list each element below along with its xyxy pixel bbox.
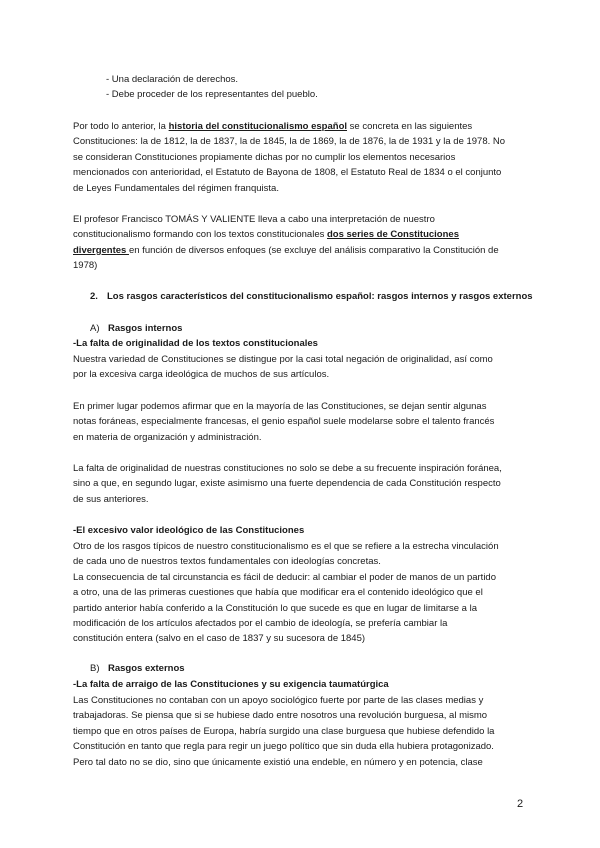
subsection-title: Rasgos externos [108, 663, 185, 674]
page-number: 2 [517, 798, 524, 810]
text-line: Nuestra variedad de Constituciones se distingue por la casi total negación de originalidad, así como [73, 354, 493, 365]
text-line: Otro de los rasgos típicos de nuestro constitucionalismo es el que se refiere a la estrecha vinculación [73, 541, 499, 552]
heading-ideologico: -El excesivo valor ideológico de las Constituciones [73, 525, 305, 536]
subsection-title: Rasgos internos [108, 323, 183, 334]
text-line: Las Constituciones no contaban con un apoyo sociológico fuerte por parte de las clases medias y [73, 695, 484, 706]
bullet-item: - Debe proceder de los representantes del pueblo. [106, 89, 318, 100]
text-line: 1978) [73, 260, 98, 272]
text-line: constitucionalismo formando con los textos constitucionales dos series de Constituciones [73, 229, 459, 241]
text-line: sino a que, en segundo lugar, existe asimismo una fuerte dependencia de cada Constitución respecto [73, 478, 501, 490]
paragraph-falta-originalidad [73, 461, 533, 507]
subsection-heading-a [90, 323, 182, 334]
text-line: La falta de originalidad de nuestras constituciones no solo se debe a su frecuente inspiración foránea, [73, 463, 502, 474]
bullet-list [106, 72, 318, 102]
text-line: de sus anteriores. [73, 493, 149, 505]
paragraph-ideologico [73, 539, 533, 647]
paragraph-primer-lugar [73, 399, 533, 445]
text-line: En primer lugar podemos afirmar que en la mayoría de las Constituciones, se dejan sentir algunas [73, 401, 487, 412]
section-title: Los rasgos característicos del constitucionalismo español: rasgos internos y rasgos externos [107, 291, 533, 302]
bullet-item: - Una declaración de derechos. [106, 74, 239, 85]
text-line: de cada uno de nuestros textos fundamentales con ideologías concretas. [73, 556, 381, 568]
text-line: a otro, una de las primeras cuestiones que había que modificar era el contenido ideológico que el [73, 587, 483, 599]
text-line: Constitución en tanto que regla para regir un juego político que sin duda ella hubiera protagonizado. [73, 741, 494, 753]
text-line: en materia de organización y administración. [73, 431, 262, 443]
text-line: Por todo lo anterior, la historia del constitucionalismo español se concreta en las siguientes [73, 121, 473, 132]
text-line: constitución entera (salvo en el caso de 1837 y su sucesora de 1845) [73, 633, 366, 645]
underlined-term: historia del constitucionalismo español [168, 121, 348, 132]
subsection-heading-b [90, 663, 185, 674]
text-line: partido anterior había conferido a la Constitución lo que sucede es que en lugar de limitarse a la [73, 602, 478, 614]
heading-originalidad: -La falta de originalidad de los textos constitucionales [73, 338, 318, 349]
paragraph-arraigo [73, 693, 533, 770]
text-line: divergentes en función de diversos enfoques (se excluye del análisis comparativo la Constitución de [73, 244, 499, 256]
text-line: notas foráneas, especialmente francesas, el genio español suele modelarse sobre el talento francés [73, 416, 495, 428]
text-line: se consideran Constituciones propiamente dichas por no cumplir los elementos necesarios [73, 151, 456, 163]
section-number: 2. [90, 291, 98, 302]
text-line: Pero tal dato no se dio, sino que únicamente existió una endeble, en número y en potencia, clase [73, 756, 483, 768]
text-line: mencionados con anterioridad, el Estatuto de Bayona de 1808, el Estatuto Real de 1834 o el conjunto [73, 167, 502, 179]
paragraph-historia [73, 119, 533, 196]
paragraph-tomas-y-valiente [73, 212, 533, 274]
text-line: El profesor Francisco TOMÁS Y VALIENTE lleva a cabo una interpretación de nuestro [73, 214, 435, 225]
text-line: Constituciones: la de 1812, la de 1837, la de 1845, la de 1869, la de 1876, la de 1931 y la de 1978. No [73, 136, 506, 148]
text-line: La consecuencia de tal circunstancia es fácil de deducir: al cambiar el poder de manos de un partido [73, 571, 497, 583]
text-line: de Leyes Fundamentales del régimen franquista. [73, 182, 279, 194]
subsection-letter: B) [90, 663, 100, 674]
subsection-letter: A) [90, 323, 100, 334]
paragraph-variedad [73, 352, 533, 383]
text-line: trabajadoras. Se piensa que si se hubiese dado entre nosotros una revolución burguesa, al mismo [73, 710, 488, 722]
underlined-term: dos series de Constituciones [327, 229, 459, 241]
text-line: tiempo que en otros países de Europa, habría surgido una clase burguesa que hubiese defendido la [73, 725, 495, 737]
text-line: por la excesiva carga ideológica de muchos de sus artículos. [73, 369, 330, 381]
text-line: modificación de los artículos afectados por el cambio de ideología, se prefería cambiar la [73, 618, 448, 630]
section-heading [90, 291, 533, 302]
underlined-term: divergentes [73, 244, 129, 256]
heading-arraigo: -La falta de arraigo de las Constituciones y su exigencia taumatúrgica [73, 679, 389, 690]
